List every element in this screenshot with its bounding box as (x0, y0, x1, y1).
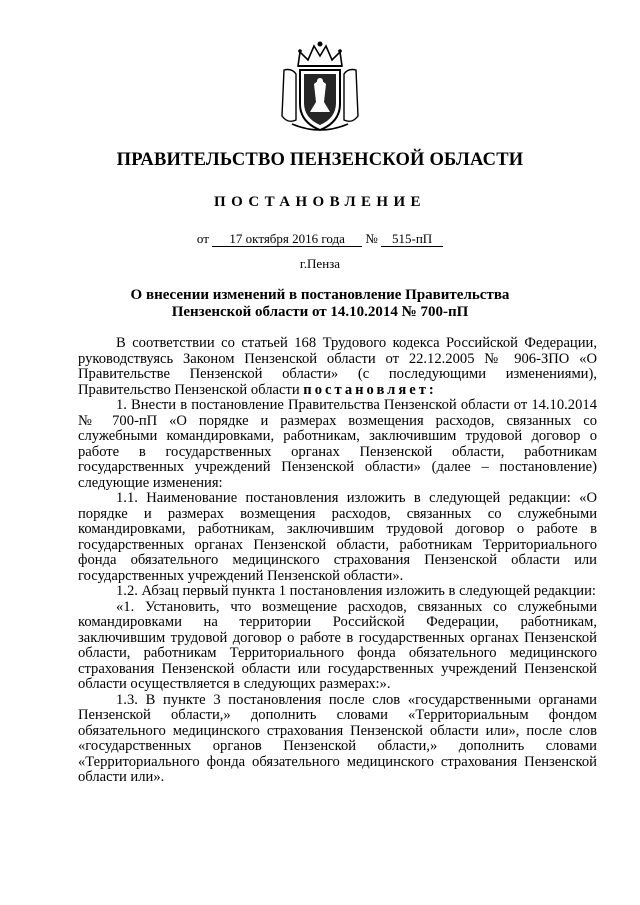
document-type: ПОСТАНОВЛЕНИЕ (214, 194, 426, 210)
paragraph-1: 1. Внести в постановление Правительства Пензенской области от 14.10.2014 № 700-пП «О порядке и размерах возмещения расходов, связанных со служебными командировками, работникам, заключившим трудовой договор о работе в государственных органах Пензенской области, работникам государственных учреждений Пензенской области» (далее – постановление) следующие изменения: (78, 397, 597, 491)
document-date: 17 октября 2016 года (212, 232, 362, 247)
decrees-word: постановляет: (303, 381, 437, 398)
paragraph-1-3: 1.3. В пункте 3 постановления после слов «государственными органами Пензенской области,» дополнить словами «Территориальным фондом обязательного медицинского страхования Пензенской области или», после слов «государственных органов Пензенской области,» дополнить словами «Территориального фонда обязательного медицинского страхования Пензенской области или». (78, 691, 597, 785)
subject-line-2: Пензенской области от 14.10.2014 № 700-пП (171, 304, 469, 320)
coat-of-arms-icon (278, 40, 362, 132)
intro-paragraph (78, 336, 597, 398)
paragraph-1-2-quote: «1. Установить, что возмещение расходов, связанных со служебными командировками на территории Российской Федерации, работникам, заключившим трудовой договор о работе в государственных органах Пензенской области, работникам Территориального фонда обязательного медицинского страхования Пензенской области или государственных учреждений Пензенской области осуществляется в следующих размерах:». (78, 598, 597, 692)
subject-line-1: О внесении изменений в постановление Правительства (130, 287, 510, 303)
date-prefix: от (196, 231, 209, 246)
document-number: 515-пП (381, 232, 443, 247)
government-title: ПРАВИТЕЛЬСТВО ПЕНЗЕНСКОЙ ОБЛАСТИ (116, 150, 524, 170)
document-subject (110, 287, 530, 321)
document-body (78, 336, 597, 786)
document-city: г.Пенза (299, 256, 341, 271)
paragraph-1-2: 1.2. Абзац первый пункта 1 постановления изложить в следующей редакции: (116, 583, 596, 599)
paragraph-1-1: 1.1. Наименование постановления изложить в следующей редакции: «О порядке и размерах возмещения расходов, связанных со служебными командировками, работникам, заключившим трудовой договор о работе в государственных органах Пензенской области, работникам Территориального фонда обязательного медицинского страхования Пензенской области или государственных учреждений Пензенской области». (78, 490, 597, 584)
date-number-line (0, 231, 640, 247)
intro-text: В соответствии со статьей 168 Трудового кодекса Российской Федерации, руководствуясь Законом Пензенской области от 22.12.2005 № 906-ЗПО «О Правительстве Пензенской области» (с последующими изменениями), Правительство Пензенской области (78, 335, 597, 398)
number-sign: № (365, 231, 378, 246)
